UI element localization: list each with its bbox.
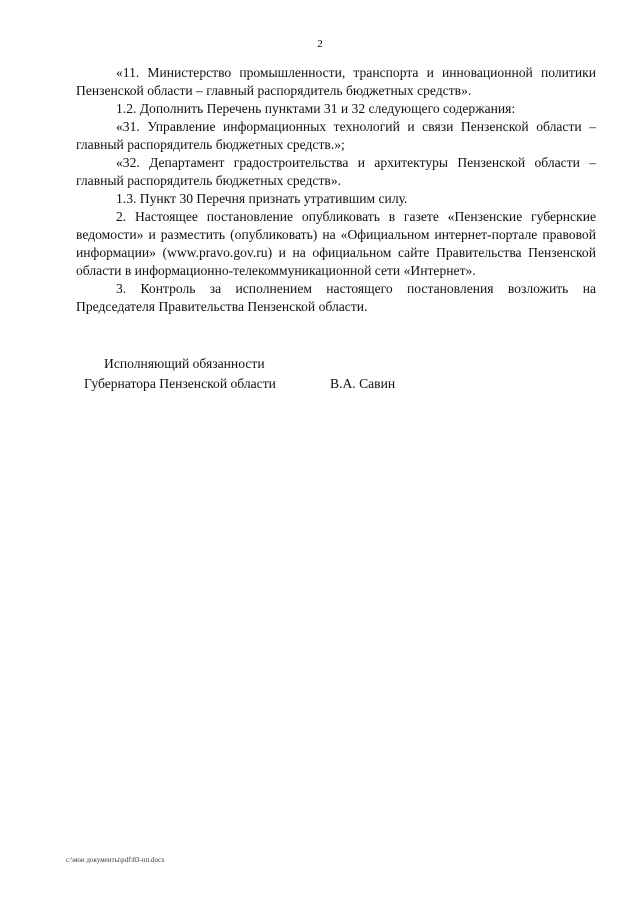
signature-title-line1: Исполняющий обязанности bbox=[104, 356, 265, 371]
paragraph-1-2: 1.2. Дополнить Перечень пунктами 31 и 32 следующего содержания: bbox=[116, 101, 516, 116]
paragraph-item-11: «11. Министерство промышленности, транспорта и инновационной политики Пензенской области – главный распорядитель бюджетных средств». bbox=[76, 65, 596, 98]
paragraph-2: 2. Настоящее постановление опубликовать в газете «Пензенские губернские ведомости» и разместить (опубликовать) на «Официальном интернет-портале правовой информации» (www.pravo.gov.ru) и на официальном сайте Правительства Пензенской области в информационно-телекоммуникационной сети «Интернет». bbox=[76, 209, 596, 278]
file-path-footer: c:\мои документы\pdf\83-пп.docx bbox=[66, 856, 165, 864]
paragraph-1-3: 1.3. Пункт 30 Перечня признать утратившим силу. bbox=[116, 191, 408, 206]
page-number: 2 bbox=[317, 38, 323, 50]
paragraph-item-31: «31. Управление информационных технологий и связи Пензенской области – главный распорядитель бюджетных средств.»; bbox=[76, 119, 596, 152]
paragraph-3: 3. Контроль за исполнением настоящего постановления возложить на Председателя Правительства Пензенской области. bbox=[76, 281, 596, 314]
signatory-name: В.А. Савин bbox=[330, 376, 396, 391]
signature-title-line2: Губернатора Пензенской области bbox=[84, 376, 276, 391]
document-body bbox=[76, 64, 596, 316]
paragraph-item-32: «32. Департамент градостроительства и архитектуры Пензенской области – главный распорядитель бюджетных средств». bbox=[76, 155, 596, 188]
